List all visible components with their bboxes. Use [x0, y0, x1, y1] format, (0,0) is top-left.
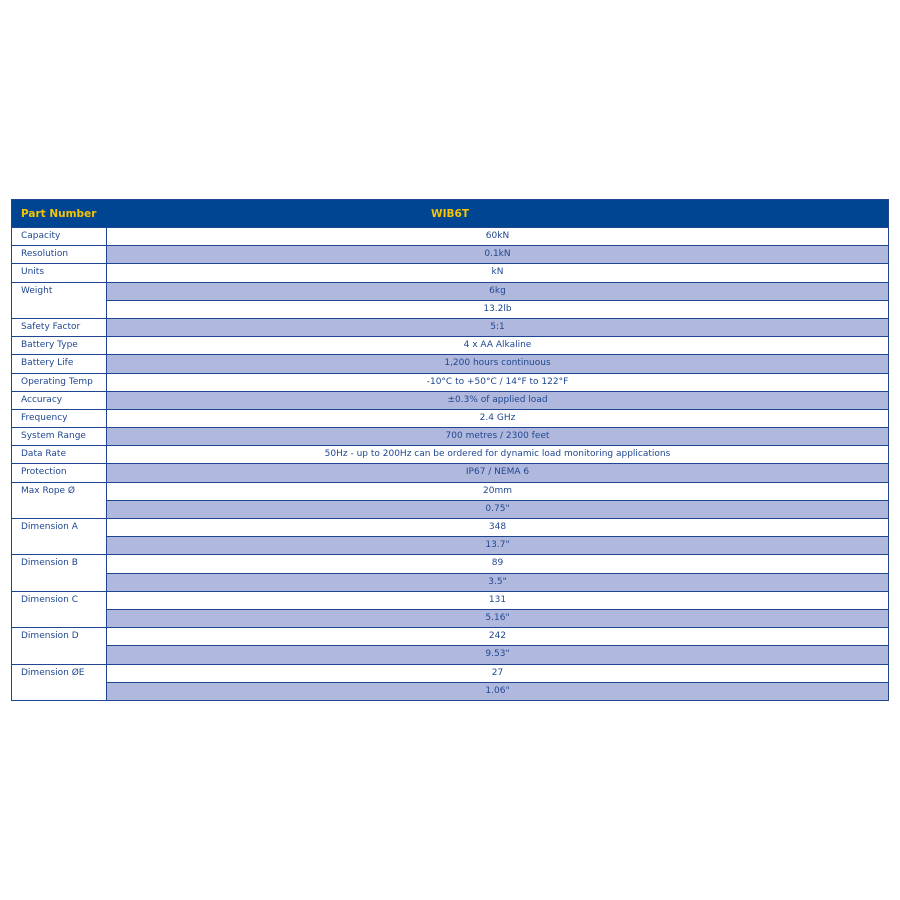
spec-label: System Range	[12, 428, 107, 445]
spec-table	[11, 199, 889, 701]
spec-row	[12, 554, 888, 590]
spec-values	[107, 555, 888, 590]
spec-value: 27	[107, 665, 888, 682]
spec-label: Dimension ØE	[12, 665, 107, 700]
spec-value: 5.16"	[107, 609, 888, 627]
spec-values	[107, 446, 888, 463]
spec-label: Accuracy	[12, 392, 107, 409]
spec-values	[107, 228, 888, 245]
spec-row	[12, 591, 888, 627]
spec-row	[12, 227, 888, 245]
spec-value: kN	[107, 264, 888, 281]
spec-value: 348	[107, 519, 888, 536]
spec-values	[107, 264, 888, 281]
spec-row	[12, 664, 888, 700]
spec-value: 2.4 GHz	[107, 410, 888, 427]
spec-label: Dimension A	[12, 519, 107, 554]
spec-label: Dimension C	[12, 592, 107, 627]
spec-row	[12, 354, 888, 372]
spec-row	[12, 409, 888, 427]
spec-row	[12, 463, 888, 481]
spec-label: Dimension D	[12, 628, 107, 663]
spec-label: Units	[12, 264, 107, 281]
spec-row	[12, 518, 888, 554]
part-number-value: WIB6T	[431, 207, 469, 220]
spec-values	[107, 355, 888, 372]
spec-value: 9.53"	[107, 645, 888, 663]
spec-label: Battery Type	[12, 337, 107, 354]
spec-value: 50Hz - up to 200Hz can be ordered for dynamic load monitoring applications	[107, 446, 888, 463]
spec-label: Frequency	[12, 410, 107, 427]
spec-value: IP67 / NEMA 6	[107, 464, 888, 481]
spec-label: Weight	[12, 283, 107, 318]
spec-value: 1.06"	[107, 682, 888, 700]
spec-value: 700 metres / 2300 feet	[107, 428, 888, 445]
spec-values	[107, 374, 888, 391]
spec-label: Battery Life	[12, 355, 107, 372]
spec-row	[12, 391, 888, 409]
spec-row	[12, 282, 888, 318]
spec-values	[107, 519, 888, 554]
table-header-row	[12, 200, 888, 227]
spec-values	[107, 246, 888, 263]
spec-value: 60kN	[107, 228, 888, 245]
spec-row	[12, 445, 888, 463]
spec-row	[12, 627, 888, 663]
spec-value: 20mm	[107, 483, 888, 500]
spec-value: 5:1	[107, 319, 888, 336]
spec-values	[107, 410, 888, 427]
spec-label: Operating Temp	[12, 374, 107, 391]
spec-value: 0.1kN	[107, 246, 888, 263]
spec-values	[107, 592, 888, 627]
spec-value: 131	[107, 592, 888, 609]
spec-label: Resolution	[12, 246, 107, 263]
spec-row	[12, 427, 888, 445]
spec-label: Max Rope Ø	[12, 483, 107, 518]
spec-values	[107, 392, 888, 409]
spec-value: -10°C to +50°C / 14°F to 122°F	[107, 374, 888, 391]
spec-values	[107, 628, 888, 663]
spec-row	[12, 245, 888, 263]
spec-value: 13.7"	[107, 536, 888, 554]
spec-label: Data Rate	[12, 446, 107, 463]
spec-values	[107, 483, 888, 518]
spec-values	[107, 337, 888, 354]
spec-row	[12, 482, 888, 518]
spec-value: 242	[107, 628, 888, 645]
spec-label: Capacity	[12, 228, 107, 245]
spec-rows	[12, 227, 888, 700]
spec-value: 1,200 hours continuous	[107, 355, 888, 372]
spec-row	[12, 263, 888, 281]
spec-value: ±0.3% of applied load	[107, 392, 888, 409]
spec-value: 3.5"	[107, 573, 888, 591]
spec-value: 13.2lb	[107, 300, 888, 318]
spec-values	[107, 428, 888, 445]
spec-label: Protection	[12, 464, 107, 481]
spec-values	[107, 665, 888, 700]
spec-value: 4 x AA Alkaline	[107, 337, 888, 354]
spec-value: 89	[107, 555, 888, 572]
spec-value: 0.75"	[107, 500, 888, 518]
spec-row	[12, 318, 888, 336]
spec-row	[12, 373, 888, 391]
spec-value: 6kg	[107, 283, 888, 300]
spec-label: Dimension B	[12, 555, 107, 590]
spec-values	[107, 319, 888, 336]
spec-row	[12, 336, 888, 354]
spec-values	[107, 283, 888, 318]
spec-label: Safety Factor	[12, 319, 107, 336]
spec-values	[107, 464, 888, 481]
part-number-label: Part Number	[21, 207, 97, 220]
